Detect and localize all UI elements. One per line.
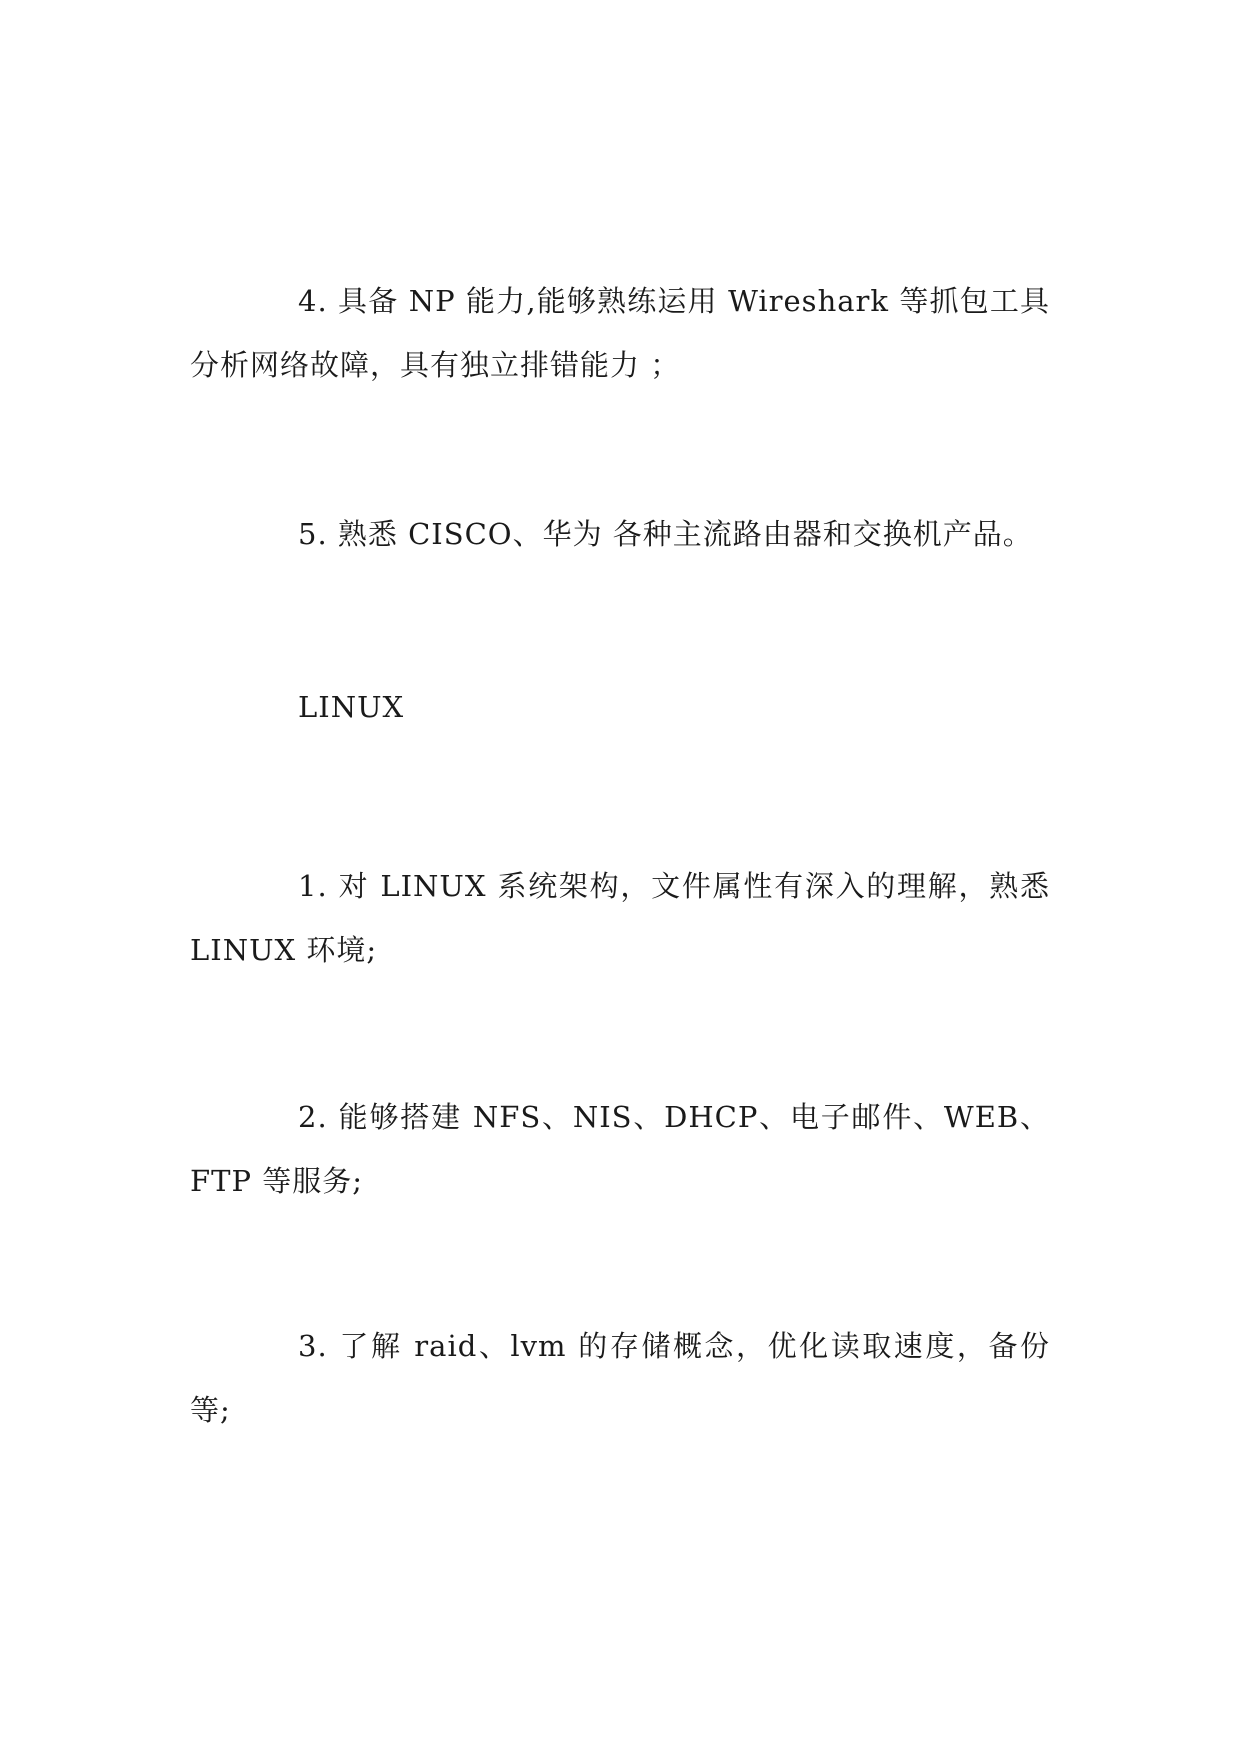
paragraph-linux-item-1: 1. 对 LINUX 系统架构，文件属性有深入的理解，熟悉 LINUX 环境; — [190, 869, 1050, 967]
paragraph-item-5: 5. 熟悉 CISCO、华为 各种主流路由器和交换机产品。 — [298, 517, 1033, 551]
paragraph-linux-item-2: 2. 能够搭建 NFS、NIS、DHCP、电子邮件、WEB、FTP 等服务; — [190, 1100, 1050, 1198]
paragraph-linux-item-3: 3. 了解 raid、lvm 的存储概念，优化读取速度，备份等; — [190, 1329, 1050, 1427]
section-heading-linux: LINUX — [298, 690, 405, 724]
paragraph-item-4: 4. 具备 NP 能力,能够熟练运用 Wireshark 等抓包工具分析网络故障，具有独立排错能力 ； — [190, 284, 1050, 382]
